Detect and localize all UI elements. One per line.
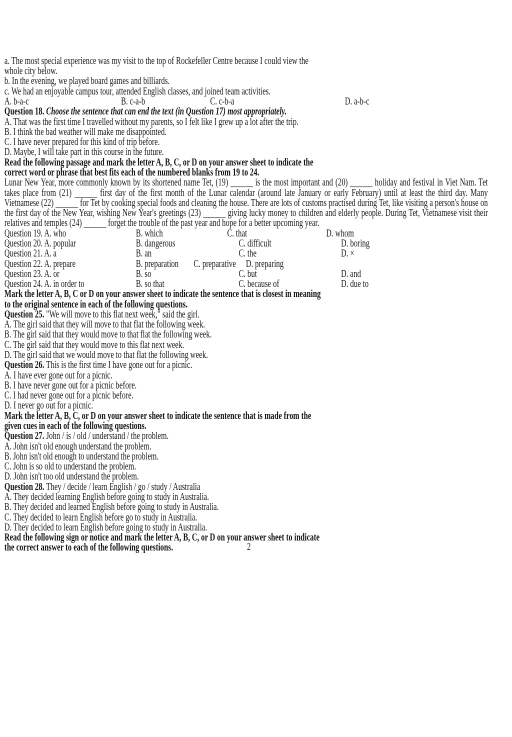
instruction-meaning-2: to the original sentence in each of the following questions. [4,297,188,310]
q18-option-a: A. That was the first time I travelled without my parents, so I felt like I grew up a lot after the trip. [4,115,299,128]
q27-option-a: A. John isn't old enough understand the problem. [4,439,152,452]
q19-option-d: D. whom [326,226,354,239]
q25-option-c: C. The girl said that they would move to this flat next week. [4,338,185,351]
q27-text: John / is / old / understand / the problem. [44,429,169,442]
q24-option-d: D. due to [341,277,369,290]
q22-option-b: B. preparation [135,257,179,270]
q24-option-b: B. so that [135,277,165,290]
q18-option-d: D. Maybe, I will take part in this course in the future. [4,145,164,158]
q19-option-b: B. which [135,226,163,239]
instruction-cloze-2: correct word or phrase that best fits each of the numbered blanks from 19 to 24. [4,166,260,178]
passage-tet: Lunar New Year, more commonly known by its shortened name Tet, (19) ______ is the most important and (20) ______ holiday and festival in Viet Nam. Tet takes place from (21) ______ first day of the first month of the Lunar calendar (around late January or early February) until at least the third day. Many Vietnamese (22) ______ for Tet by cooking special foods and cleaning the house. There are lots of customs practised during Tet, like visiting a person's house on the first day of the New Year, wishing New Year's greetings (23) ______ giving lucky money to children and elderly people. During Tet, Vietnamese visit their relatives and temples (24) ______ forget the trouble of the past year and hope for a better upcoming year. [4,176,488,229]
q17-option-c: C. c-b-a [210,95,235,107]
page-number: 2 [247,540,251,553]
instruction-signs-1: Read the following sign or notice and mark the letter A, B, C, or D on your answer sheet to indicate [4,531,320,543]
instruction-meaning-1: Mark the letter A, B, C or D on your answer sheet to indicate the sentence that is closest in meaning [4,287,321,300]
q26-option-b: B. I have never gone out for a picnic before. [4,379,137,391]
q23-option-b: B. so [135,267,152,280]
instruction-signs-2: the correct answer to each of the following questions. [4,541,173,554]
q21-option-a: Question 21. A. a [4,247,57,259]
q28-text: They / decide / learn English / go / study / Australia [44,480,201,493]
q18-text: Choose the sentence that can end the text (in Question 17) most appropriately. [46,105,287,117]
q25-option-b: B. The girl said that they would move to that flat the following week. [4,328,212,341]
sentence-b: b. In the evening, we played board games and billiards. [4,74,170,87]
q22-option-c: C. preparative [193,257,236,270]
q27-option-b: B. John isn't old enough to understand the problem. [4,450,159,462]
q25-option-d: D. The girl said that we would move to that flat the following week. [4,348,208,361]
instruction-cues-1: Mark the letter A, B, C, or D on your answer sheet to indicate the sentence that is made from the [4,409,312,422]
q28-option-c: C. They decided to learn English before go to study in Australia. [4,510,198,523]
instruction-cues-2: given cues in each of the following questions. [4,419,147,432]
q19-option-c: C. that [227,226,248,239]
q20-option-c: C. difficult [238,237,272,249]
q23-option-a: Question 23. A. or [4,267,60,280]
q26-option-d: D. I never go out for a picnic. [4,399,94,412]
sentence-a-cont: whole city below. [4,64,58,77]
q17-option-a: A. b-a-c [4,95,29,107]
q21-option-d: D. × [341,247,355,259]
q18-label: Question 18. [4,105,45,117]
q21-option-b: B. an [135,247,152,259]
q20-option-d: D. boring [341,237,370,249]
q26-option-a: A. I have ever gone out for a picnic. [4,368,113,381]
sentence-a: a. The most special experience was my visit to the top of Rockefeller Centre because I could view the [4,54,309,67]
q28-option-b: B. They decided and learned English before going to study in Australia. [4,500,219,513]
q28-label: Question 28. [4,480,45,493]
q26-label: Question 26. [4,358,45,371]
q26-text: This is the first time I have gone out for a picnic. [44,358,193,371]
q25-text: "We will move to this flat next week," said the girl. [44,308,200,320]
q19-option-a: Question 19. A. who [4,226,67,239]
q18-option-b: B. I think the bad weather will make me disappointed. [4,125,167,138]
q27-label: Question 27. [4,429,45,442]
q20-option-a: Question 20. A. popular [4,237,77,249]
q22-option-d: D. preparing [245,257,284,270]
q18-option-c: C. I have never prepared for this kind of trip before. [4,135,160,148]
q28-option-d: D. They decided to learn English before going to study in Australia. [4,521,208,533]
q17-option-b: B. c-a-b [121,95,146,107]
q26-option-c: C. I had never gone out for a picnic before. [4,389,134,401]
q24-option-a: Question 24. A. in order to [4,277,85,290]
q17-option-d: D. a-b-c [344,95,370,107]
q27-option-c: C. John is so old to understand the problem. [4,460,137,472]
q22-option-a: Question 22. A. prepare [4,257,76,270]
q25-label: Question 25. [4,308,45,320]
q27-option-d: D. John isn't too old understand the problem. [4,470,139,483]
q20-option-b: B. dangerous [135,237,176,249]
instruction-cloze-1: Read the following passage and mark the letter A, B, C, or D on your answer sheet to indicate the [4,156,314,168]
q23-option-c: C. but [238,267,257,280]
q25-option-a: A. The girl said that they will move to that flat the following week. [4,318,206,330]
sentence-c: c. We had an enjoyable campus tour, attended English classes, and joined team activities. [4,85,271,97]
q23-option-d: D. and [341,267,361,280]
q28-option-a: A. They decided learning English before going to study in Australia. [4,490,210,503]
q24-option-c: C. because of [238,277,280,290]
q21-option-c: C. the [238,247,257,259]
